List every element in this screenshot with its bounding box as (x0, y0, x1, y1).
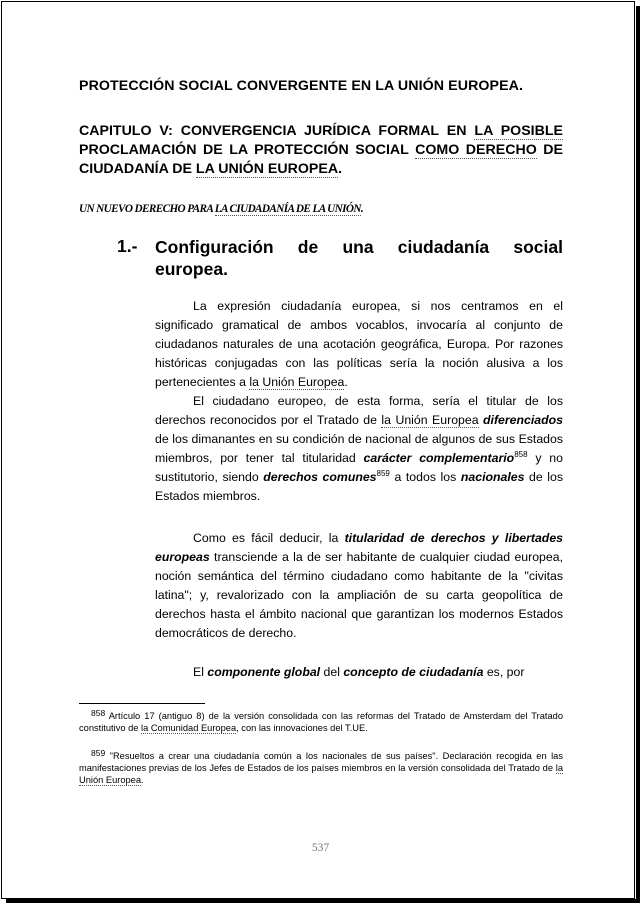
document-title: PROTECCIÓN SOCIAL CONVERGENTE EN LA UNIÓN EUROPEA. (79, 78, 524, 94)
fn1-underlined: la Comunidad Europea (141, 723, 237, 733)
paragraph-3 (155, 529, 563, 643)
subsection-heading (79, 203, 563, 215)
section-number: 1.- (117, 236, 138, 256)
fn2-underlined: la Unión Europea (79, 763, 563, 785)
body-block-1 (155, 297, 563, 506)
p2-text-e: a todos los (389, 470, 461, 484)
chapter-text-4: . (338, 161, 343, 177)
page-shadow-bottom (6, 899, 640, 903)
p1-underlined: la Unión Europea (249, 375, 345, 389)
footnote-859-text (79, 750, 563, 786)
footnote-separator (79, 703, 205, 704)
page-shadow-right (636, 6, 640, 903)
p1-end: . (344, 375, 348, 389)
p4-emphasis-1: componente global (207, 665, 321, 679)
p4-text-c: es, por (483, 665, 525, 679)
p2-text-f: de los Estados miembros. (155, 470, 564, 503)
chapter-heading (79, 122, 563, 179)
p2-emphasis-3: derechos comunes (263, 470, 377, 484)
page-number: 537 (311, 842, 330, 854)
paragraph-2 (155, 392, 563, 506)
footnote-859 (79, 750, 563, 786)
p4-text-b: del (320, 665, 344, 679)
p2-text-a: El ciudadano europeo, de esta forma, sería el titular de los derechos reconocidos por el Tratado de (155, 394, 563, 427)
p2-emphasis-2: carácter complementario (363, 451, 515, 465)
paragraph-1 (155, 297, 563, 392)
p1-text: La expresión ciudadanía europea, si nos centramos en el significado gramatical de ambos vocablos, invocaría al conjunto de ciudadanos naturales de una acotación geográfica, Europa. Por razones históricas conjugadas con las políticas sería la noción alusiva a los pertenecientes a (155, 299, 563, 389)
footnote-858 (79, 710, 563, 734)
chapter-text-1: CAPITULO V: CONVERGENCIA JURÍDICA FORMAL EN (79, 123, 475, 139)
footnote-858-text (79, 710, 563, 734)
paragraph-4 (155, 663, 563, 682)
p4-emphasis-2: concepto de ciudadanía (343, 665, 484, 679)
chapter-text-2: PROCLAMACIÓN DE LA PROTECCIÓN SOCIAL (79, 142, 416, 158)
fn2-text-b: . (141, 775, 144, 785)
footnote-ref-859[interactable]: 859 (376, 469, 390, 478)
section-title-line-2: europea. (155, 259, 228, 279)
chapter-underlined-3: LA UNIÓN EUROPEA (195, 161, 339, 177)
footnote-ref-858[interactable]: 858 (514, 450, 528, 459)
section-title-line-1: Configuración de una ciudadanía social (155, 237, 563, 257)
fn1-text-a: Artículo 17 (antiguo 8) de la versión consolidada con las reformas del Tratado de Amsterdam del Tratado constitutivo de (79, 711, 563, 733)
footnote-859-number: 859 (91, 748, 106, 758)
subsection-period: . (360, 203, 364, 215)
body-block-3 (155, 663, 563, 682)
p2-emphasis-1: diferenciados (483, 413, 563, 427)
p3-emphasis-1: titularidad de derechos y libertades europeas (155, 531, 563, 564)
p2-emphasis-4: nacionales (460, 470, 525, 484)
subsection-underlined: LA CIUDADANÍA DE LA UNIÓN (214, 203, 361, 215)
footnote-858-number: 858 (91, 708, 106, 718)
chapter-underlined-2: COMO DERECHO (415, 142, 537, 158)
fn1-text-b: , con las innovaciones del T.UE. (236, 723, 368, 733)
p3-text-a: Como es fácil deducir, la (193, 531, 345, 545)
subsection-text: UN NUEVO DERECHO PARA (79, 203, 215, 215)
p3-text-b: transciende a la de ser habitante de cualquier ciudad europea, noción semántica del término ciudadano como habitante de la "civitas latina"; y, revalorizado con la ampliación de su carta geopolítica de derechos hasta el ámbito nacional que garantizan los modernos Estados democráticos de derecho. (155, 550, 563, 640)
p2-text-c: de los dimanantes en su condición de nacional de algunos de sus Estados miembros, por tener tal titularidad (155, 432, 563, 465)
p2-text-d: y no sustitutorio, siendo (155, 451, 563, 484)
body-block-2 (155, 529, 563, 643)
section-title (155, 236, 563, 280)
chapter-underlined-1: LA POSIBLE (474, 123, 563, 139)
p2-underlined: la Unión Europea (381, 413, 479, 427)
fn2-text-a: "Resueltos a crear una ciudadanía común a los nacionales de sus países". Declaración recogida en las manifestaciones previas de los Jefes de Estados de los países miembros en la versión consolidada del Tratado de (79, 751, 563, 773)
p4-text-a: El (193, 665, 208, 679)
chapter-text-3: DE CIUDADANÍA DE (79, 142, 563, 177)
